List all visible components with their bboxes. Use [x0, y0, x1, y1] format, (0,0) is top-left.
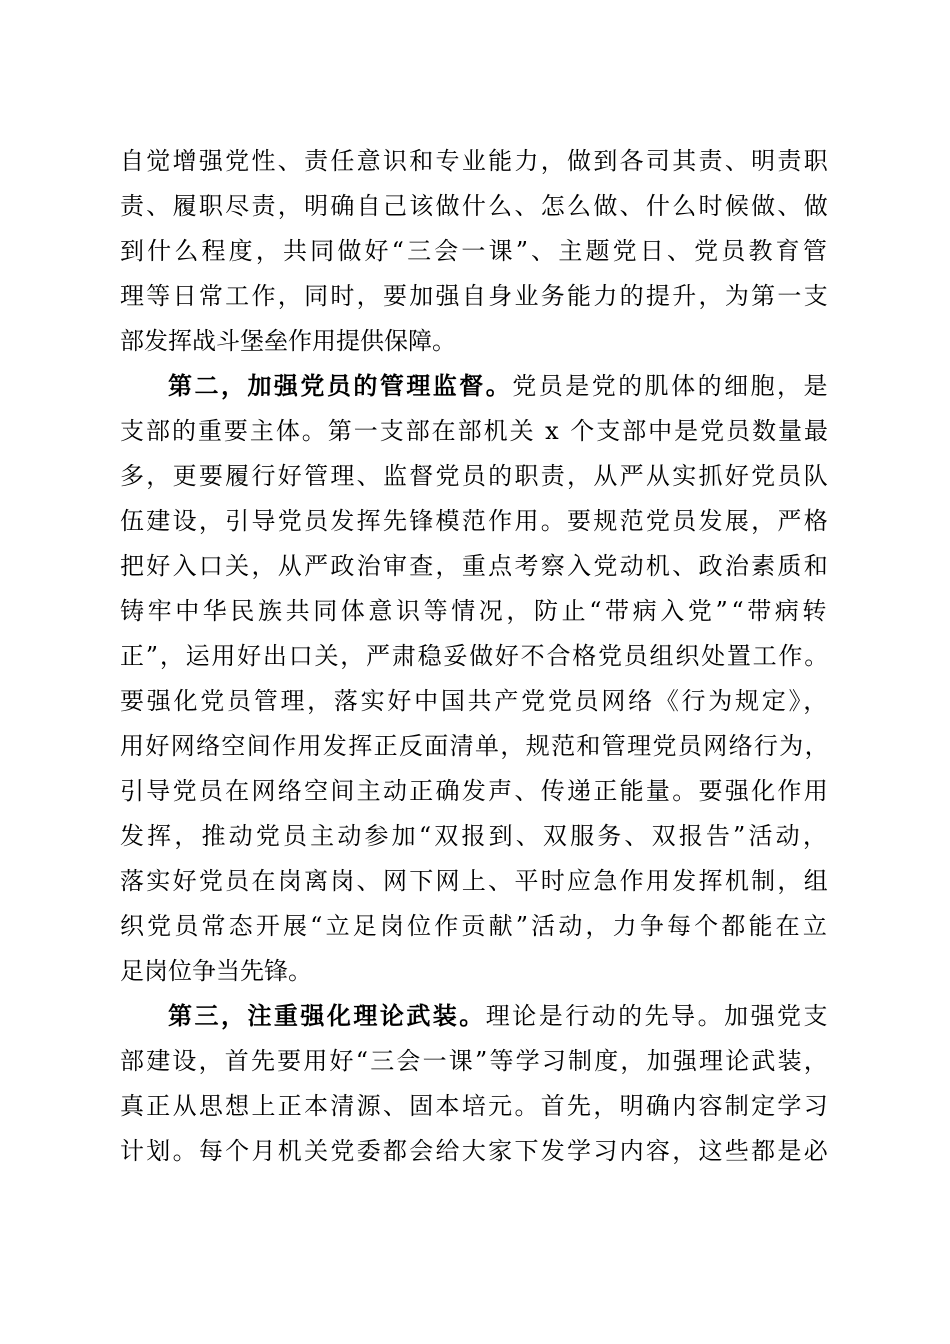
body-text-line: 织党员常态开展“立足岗位作贡献”活动，力争每个都能在立	[120, 912, 830, 940]
body-text-line: 理等日常工作，同时，要加强自身业务能力的提升，为第一支	[120, 282, 830, 310]
body-text-line: 足岗位争当先锋。	[120, 957, 312, 985]
body-text-line: 真正从思想上正本清源、固本培元。首先，明确内容制定学习	[120, 1092, 830, 1120]
body-text-line: 正”，运用好出口关，严肃稳妥做好不合格党员组织处置工作。	[120, 642, 830, 670]
body-text-line: 部发挥战斗堡垒作用提供保障。	[120, 327, 456, 355]
section-two-first-line	[168, 366, 830, 406]
section-two-lead-text: 党员是党的肌体的细胞，是	[512, 372, 831, 400]
section-two-heading: 第二，加强党员的管理监督。	[168, 372, 513, 400]
body-text-line: 把好入口关，从严政治审查，重点考察入党动机、政治素质和	[120, 552, 830, 580]
body-text-line: 发挥，推动党员主动参加“双报到、双服务、双报告”活动，	[120, 822, 830, 850]
body-text-line: 计划。每个月机关党委都会给大家下发学习内容，这些都是必	[120, 1137, 830, 1165]
body-text-line: 铸牢中华民族共同体意识等情况，防止“带病入党”“带病转	[120, 597, 830, 625]
body-text-line: 部建设，首先要用好“三会一课”等学习制度，加强理论武装，	[120, 1047, 830, 1075]
body-text-line: 要强化党员管理，落实好中国共产党党员网络《行为规定》，	[120, 687, 830, 715]
body-text-line: 到什么程度，共同做好“三会一课”、主题党日、党员教育管	[120, 237, 830, 265]
body-text-line: 支部的重要主体。第一支部在部机关 x 个支部中是党员数量最	[120, 417, 830, 445]
section-three-heading: 第三，注重强化理论武装。	[168, 1002, 486, 1030]
body-text-line: 伍建设，引导党员发挥先锋模范作用。要规范党员发展，严格	[120, 507, 830, 535]
body-text-line: 责、履职尽责，明确自己该做什么、怎么做、什么时候做、做	[120, 192, 830, 220]
section-three-first-line	[168, 996, 830, 1036]
section-three-lead-text: 理论是行动的先导。加强党支	[485, 1002, 831, 1030]
body-text-line: 引导党员在网络空间主动正确发声、传递正能量。要强化作用	[120, 777, 830, 805]
body-text-line: 自觉增强党性、责任意识和专业能力，做到各司其责、明责职	[120, 147, 830, 175]
body-text-line: 用好网络空间作用发挥正反面清单，规范和管理党员网络行为，	[120, 732, 830, 760]
body-text-line: 落实好党员在岗离岗、网下网上、平时应急作用发挥机制，组	[120, 867, 830, 895]
body-text-line: 多，更要履行好管理、监督党员的职责，从严从实抓好党员队	[120, 462, 830, 490]
